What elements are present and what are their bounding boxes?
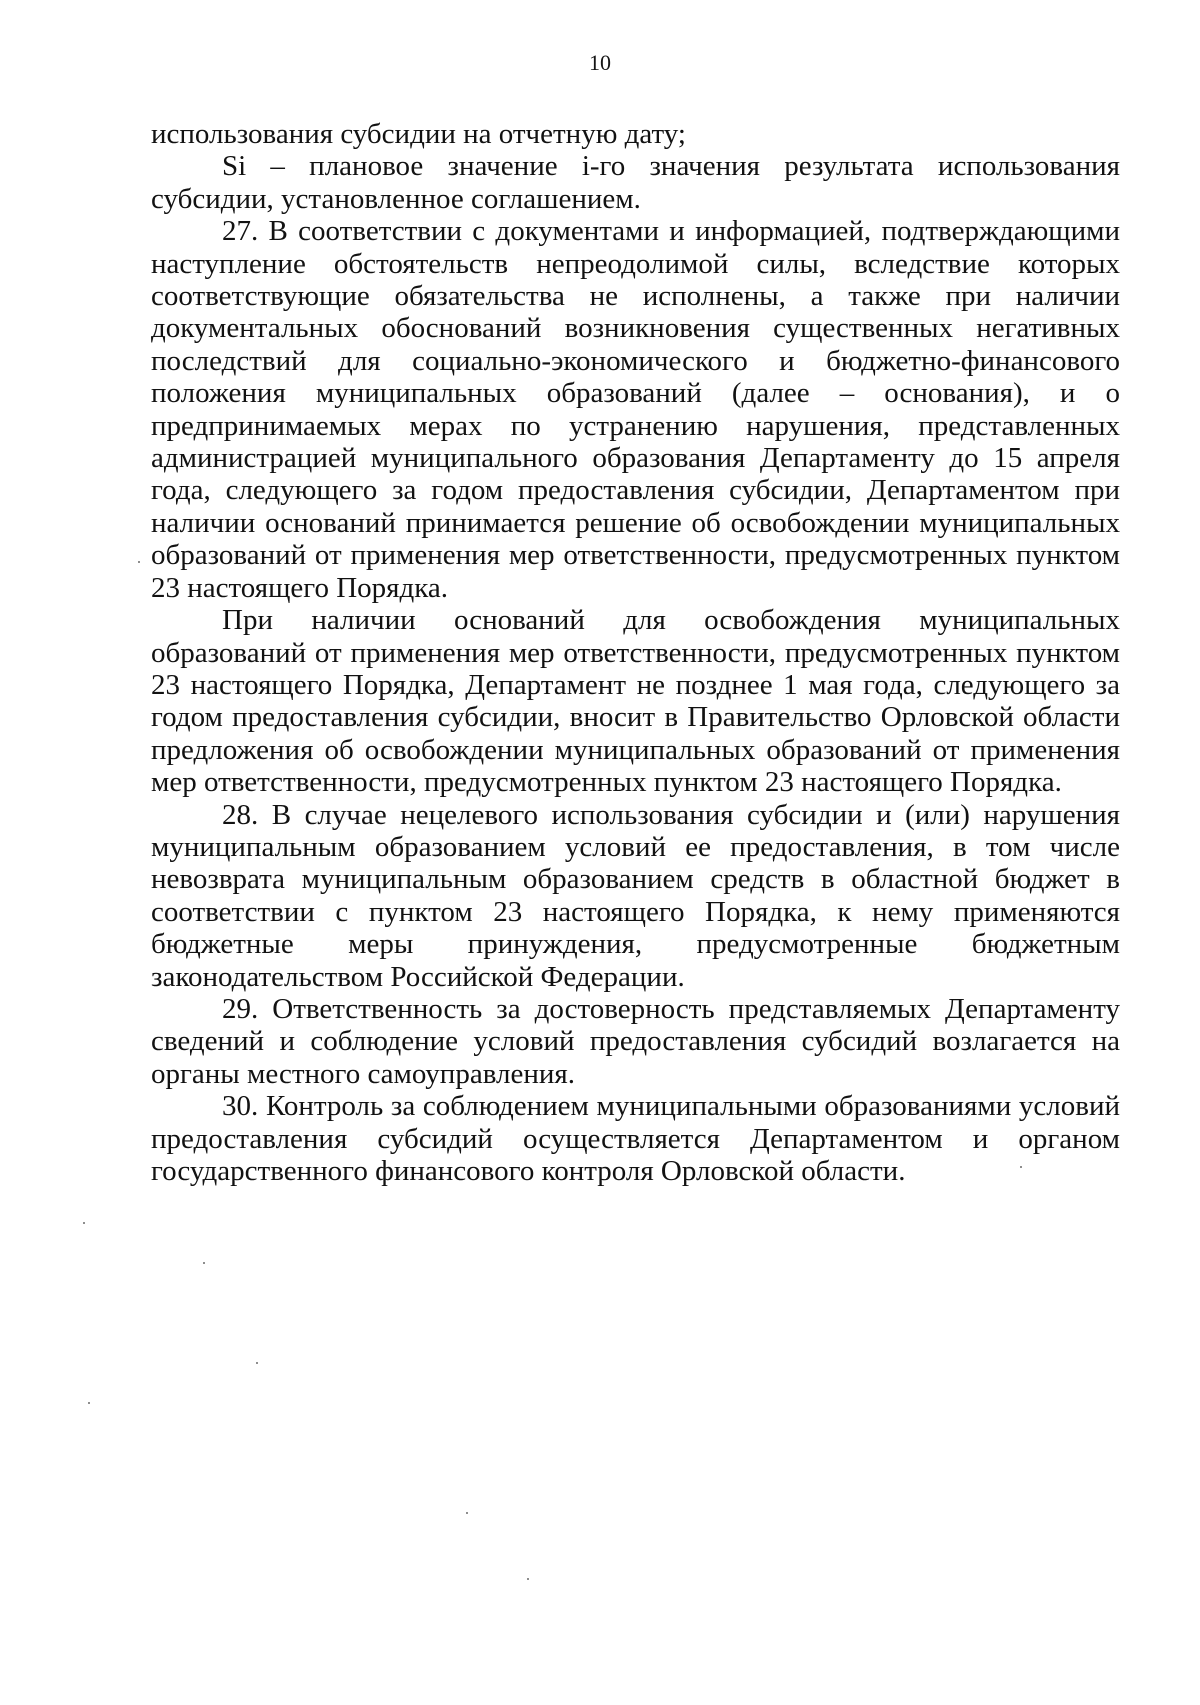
paragraph-28: 28. В случае нецелевого использования субсидии и (или) нарушения муниципальным образованием условий ее предоставления, в том числе невозврата муниципальным образованием средств в областной бюджет в соответствии с пунктом 23 настоящего Порядка, к нему применяются бюджетные меры принуждения, предусмотренные бюджетным законодательством Российской Федерации. — [151, 798, 1120, 993]
paragraph-continuation: использования субсидии на отчетную дату; — [151, 118, 686, 150]
scan-speck — [256, 1362, 258, 1364]
paragraph-29: 29. Ответственность за достоверность представляемых Департаменту сведений и соблюдение условий предоставления субсидий возлагается на органы местного самоуправления. — [151, 992, 1120, 1090]
scan-speck — [88, 1402, 90, 1404]
scan-speck — [1020, 1166, 1022, 1168]
document-body — [151, 118, 1120, 1187]
scan-speck — [203, 1262, 205, 1264]
page-number: 10 — [589, 50, 611, 75]
scan-speck — [83, 1222, 85, 1224]
paragraph-30: 30. Контроль за соблюдением муниципальными образованиями условий предоставления субсидий осуществляется Департаментом и органом государственного финансового контроля Орловской области. — [151, 1090, 1120, 1187]
scan-speck — [466, 1512, 468, 1514]
scan-speck — [138, 561, 140, 563]
paragraph-27: 27. В соответствии с документами и информацией, подтверждающими наступление обстоятельств непреодолимой силы, вследствие которых соответствующие обязательства не исполнены, а также при наличии документальных обоснований возникновения существенных негативных последствий для социально-экономического и бюджетно-финансового положения муниципальных образований (далее – основания), и о предпринимаемых мерах по устранению нарушения, представленных администрацией муниципального образования Департаменту до 15 апреля года, следующего за годом предоставления субсидии, Департаментом при наличии оснований принимается решение об освобождении муниципальных образований от применения мер ответственности, предусмотренных пунктом 23 настоящего Порядка. — [151, 215, 1120, 604]
paragraph-si-definition: Si – плановое значение i-го значения результата использования субсидии, установленное соглашением. — [151, 150, 1120, 215]
paragraph-27-exemption-proposals: При наличии оснований для освобождения муниципальных образований от применения мер ответственности, предусмотренных пунктом 23 настоящего Порядка, Департамент не позднее 1 мая года, следующего за годом предоставления субсидии, вносит в Правительство Орловской области предложения об освобождении муниципальных образований от применения мер ответственности, предусмотренных пунктом 23 настоящего Порядка. — [151, 604, 1120, 799]
scan-speck — [527, 1578, 529, 1580]
